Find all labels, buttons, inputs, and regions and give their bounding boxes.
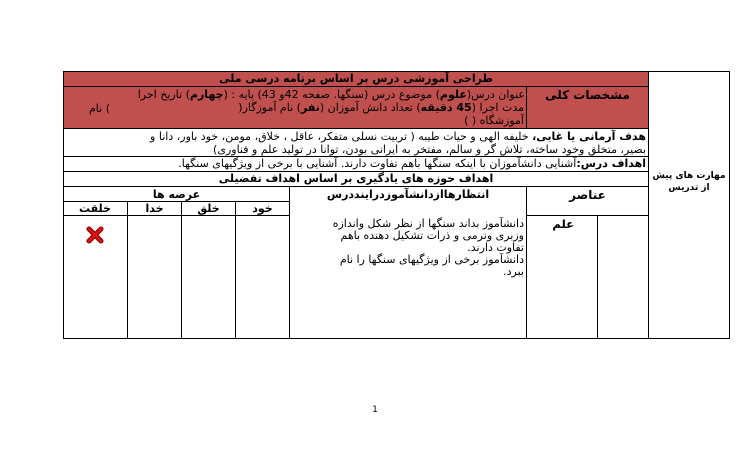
prereq-label-1: مهارت های پیش [652,171,726,181]
expectation-line-4: دانشآموز برخی از ویژگیهای سنگها را نام [339,253,524,266]
element-science: علم [552,217,574,231]
arena-khoda: خدا [145,202,164,215]
expectation-line-2: وزبری ونرمی و ذرات تشکیل دهنده باهم [340,229,524,242]
specs-label: مشخصات کلی [545,88,630,102]
ideal-goal-line-1: هدف آرمانی یا غایی، خلیفه الهی و حیات طیبه ( تربیت نسلی متفکر، عاقل ، خلاق، مومن، خود باور، دانا و [150,130,646,143]
lesson-goal: اهداف درس:آشنایی دانشآموزان با اینکه سنگها باهم تفاوت دارند. آشنایی با برخی از ویژگیهای سنگها. [178,157,646,170]
lesson-info-name: ) نام [88,102,110,115]
expectation-line-1: دانشآموز بداند سنگها از نظر شکل واندازه [332,217,524,230]
expectation-line-5: ببرد. [503,265,524,278]
expectation-line-3: تفاوت دارند. [467,241,524,254]
arena-khalq: خلق [197,202,220,215]
lesson-info-line-1: عنوان درس(علوم) موضوع درس (سنگها. صفحه 42و 43) پایه : (چهارم) تاریخ اجرا [137,88,525,101]
arenas-header: عرصه ها [152,188,201,201]
page-title: طراحی آموزشی درس بر اساس برنامه درسی ملی [219,72,493,85]
prereq-label-2: از تدریس [668,183,710,193]
cross-mark-icon [86,226,104,244]
prereq-column [648,71,730,339]
arena-khelqat: خلقت [79,202,111,215]
ideal-goal-line-2: بصیر، متخلق وخود ساخته، تلاش گر و سالم، مفتخر به ایرانی بودن، توانا در تولید علم و فناوری) [213,143,646,156]
domain-title: اهداف حوزه های یادگیری بر اساس اهداف تفضیلی [218,172,494,185]
school-line: آموزشگاه ( ) [464,114,524,127]
arena-khod: خود [252,202,273,215]
elements-header: عناصر [569,188,606,202]
lesson-info-line-2: مدت اجرا (45 دقیقه) تعداد دانش آموزان (نفر) نام آموزگار( [238,101,524,114]
page-number: 1 [372,405,378,415]
expectations-header: انتظارهاازدانشآموزدراینددرس [326,188,490,201]
